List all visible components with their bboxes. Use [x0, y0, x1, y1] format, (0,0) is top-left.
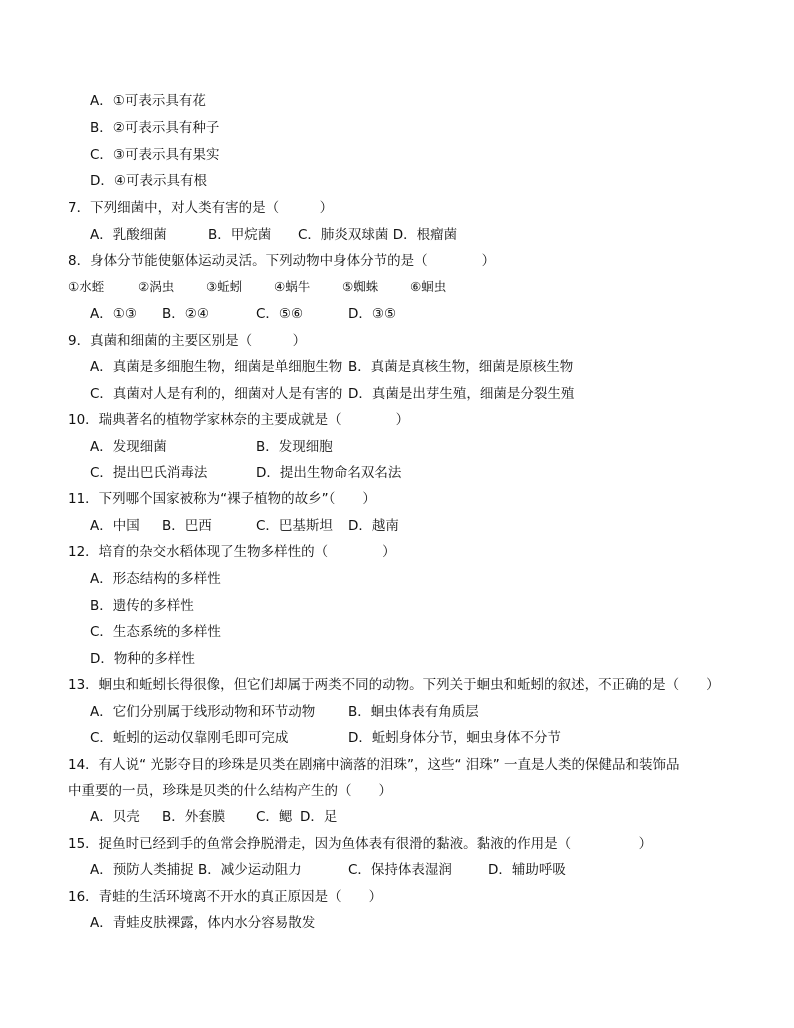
q8-animal-6: ⑥蛔虫 — [410, 279, 447, 294]
q10-option-d: D．提出生物命名双名法 — [256, 465, 402, 481]
q7-option-a: A．乳酸细菌 — [90, 227, 167, 243]
q13-option-c: C．蚯蚓的运动仅靠刚毛即可完成 — [90, 730, 289, 746]
q8-option-d: D．③⑤ — [348, 306, 397, 322]
q8-option-a: A．①③ — [90, 306, 137, 322]
q8-animal-4: ④蜗牛 — [274, 279, 311, 294]
q6-option-d: D．④可表示具有根 — [90, 173, 207, 189]
q8-option-c: C．⑤⑥ — [256, 306, 304, 322]
q7-option-b: B．甲烷菌 — [208, 227, 272, 243]
q13-stem: 13．蛔虫和蚯蚓长得很像，但它们却属于两类不同的动物。下列关于蛔虫和蚯蚓的叙述，不正确的是（ ） — [68, 677, 720, 693]
q15-stem: 15．捉鱼时已经到手的鱼常会挣脱滑走，因为鱼体表有很滑的黏液。黏液的作用是（ ） — [68, 836, 653, 852]
q13-option-d: D．蚯蚓身体分节，蛔虫身体不分节 — [348, 730, 561, 746]
q9-option-a: A．真菌是多细胞生物，细菌是单细胞生物 — [90, 359, 343, 375]
q6-option-b: B．②可表示具有种子 — [90, 120, 220, 136]
q11-option-d: D．越南 — [348, 518, 399, 534]
q11-option-c: C．巴基斯坦 — [256, 518, 333, 534]
q6-option-a: A．①可表示具有花 — [90, 93, 206, 109]
q15-option-d: D．辅助呼吸 — [488, 862, 566, 878]
q13-option-b: B．蛔虫体表有角质层 — [348, 704, 479, 720]
q16-option-a: A．青蛙皮肤裸露，体内水分容易散发 — [90, 915, 316, 931]
q11-stem: 11．下列哪个国家被称为“裸子植物的故乡”（ ） — [68, 491, 376, 507]
q14-stem-line1: 14．有人说“ 光影夺目的珍珠是贝类在剧痛中滴落的泪珠”，这些“ 泪珠” 一直是人类的保健品和装饰品 — [68, 757, 680, 773]
q11-option-b: B．巴西 — [162, 518, 212, 534]
q8-animal-1: ①水蛭 — [68, 279, 105, 294]
q8-animal-2: ②涡虫 — [138, 279, 175, 294]
q12-option-b: B．遗传的多样性 — [90, 598, 194, 614]
q12-option-c: C．生态系统的多样性 — [90, 624, 221, 640]
q8-option-b: B．②④ — [162, 306, 209, 322]
q14-option-c: C．鳃 — [256, 809, 293, 825]
q12-option-d: D．物种的多样性 — [90, 651, 195, 667]
q10-option-b: B．发现细胞 — [256, 439, 333, 455]
q15-option-c: C．保持体表湿润 — [348, 862, 452, 878]
q10-option-a: A．发现细菌 — [90, 439, 167, 455]
q9-option-c: C．真菌对人是有利的，细菌对人是有害的 — [90, 386, 343, 402]
q7-option-c: C．肺炎双球菌 D．根瘤菌 — [298, 227, 458, 243]
q8-animal-5: ⑤蜘蛛 — [342, 279, 379, 294]
q8-stem: 8．身体分节能使躯体运动灵活。下列动物中身体分节的是（ ） — [68, 253, 496, 269]
q11-option-a: A．中国 — [90, 518, 140, 534]
q10-option-c: C．提出巴氏消毒法 — [90, 465, 208, 481]
q13-option-a: A．它们分别属于线形动物和环节动物 — [90, 704, 316, 720]
q9-option-d: D．真菌是出芽生殖，细菌是分裂生殖 — [348, 386, 575, 402]
q12-option-a: A．形态结构的多样性 — [90, 571, 221, 587]
q14-option-b: B．外套膜 — [162, 809, 226, 825]
q14-stem-line2: 中重要的一员，珍珠是贝类的什么结构产生的（ ） — [68, 783, 392, 799]
q6-option-c: C．③可表示具有果实 — [90, 147, 220, 163]
q15-option-ab: A．预防人类捕捉 B．减少运动阻力 — [90, 862, 302, 878]
q9-option-b: B．真菌是真核生物，细菌是原核生物 — [348, 359, 574, 375]
q10-stem: 10．瑞典著名的植物学家林奈的主要成就是（ ） — [68, 412, 410, 428]
q14-option-d: D．足 — [300, 809, 338, 825]
q9-stem: 9．真菌和细菌的主要区别是（ ） — [68, 333, 307, 349]
q14-option-a: A．贝壳 — [90, 809, 140, 825]
q12-stem: 12．培育的杂交水稻体现了生物多样性的（ ） — [68, 544, 396, 560]
q7-stem: 7．下列细菌中，对人类有害的是（ ） — [68, 200, 334, 216]
q8-animal-3: ③蚯蚓 — [206, 279, 243, 294]
q16-stem: 16．青蛙的生活环境离不开水的真正原因是（ ） — [68, 889, 383, 905]
